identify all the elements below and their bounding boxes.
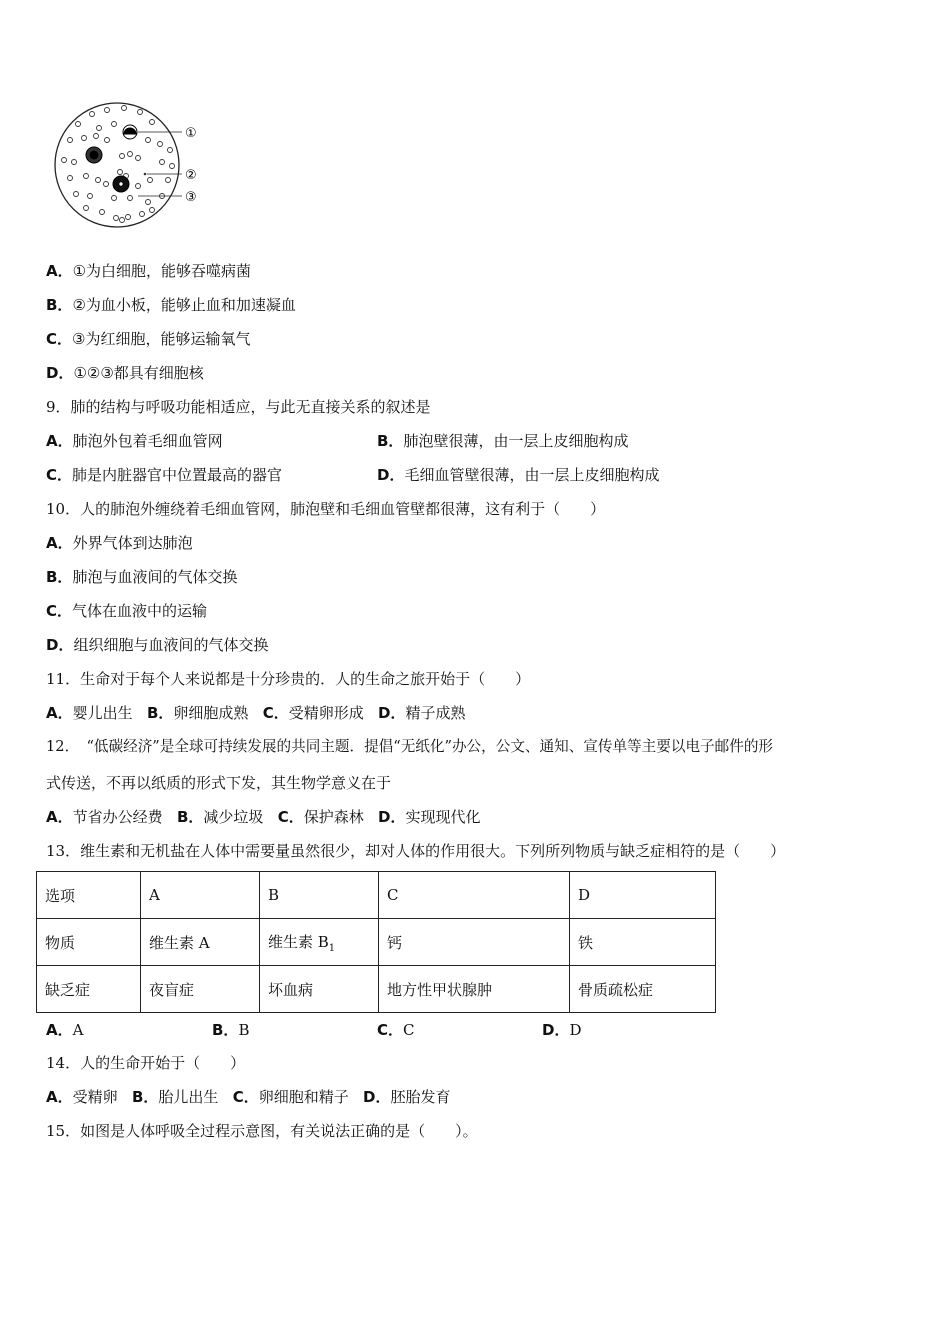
q8-option-a[interactable]: A．①为白细胞，能够吞噬病菌 [46, 262, 252, 280]
q12-option-b[interactable]: B．减少垃圾 [176, 808, 264, 826]
q14-options [46, 1087, 451, 1107]
q12-option-d[interactable]: D．实现现代化 [378, 808, 481, 826]
platelet-dot [144, 173, 147, 176]
figure-label-2: ② [185, 168, 197, 183]
table-cell: A [141, 872, 260, 919]
vitamin-table [36, 871, 716, 1013]
q9-option-d[interactable]: D．毛细血管壁很薄，由一层上皮细胞构成 [377, 466, 660, 484]
table-row [37, 966, 716, 1013]
q9-option-c[interactable]: C．肺是内脏器官中位置最高的器官 [46, 466, 283, 484]
q13-option-a[interactable]: A．A [46, 1021, 84, 1039]
q11-stem: 11．生命对于每个人来说都是十分珍贵的．人的生命之旅开始于（ ） [46, 670, 531, 688]
q8-option-b[interactable]: B．②为血小板，能够止血和加速凝血 [46, 296, 296, 314]
q10-option-d[interactable]: D．组织细胞与血液间的气体交换 [46, 636, 269, 654]
blood-smear-figure [52, 100, 212, 230]
q9-option-a[interactable]: A．肺泡外包着毛细血管网 [46, 432, 223, 450]
table-cell: 选项 [37, 872, 141, 919]
q9-stem: 9．肺的结构与呼吸功能相适应，与此无直接关系的叙述是 [46, 398, 431, 416]
q11-option-c[interactable]: C．受精卵形成 [262, 704, 364, 722]
table-cell: C [379, 872, 570, 919]
q12-options [46, 807, 481, 827]
table-cell: 骨质疏松症 [570, 966, 716, 1013]
table-cell: 夜盲症 [141, 966, 260, 1013]
red-blood-cells [62, 106, 175, 223]
q13-stem: 13．维生素和无机盐在人体中需要量虽然很少，却对人体的作用很大。下列所列物质与缺乏症相符的是（ ） [46, 842, 786, 860]
q12-stem-line2: 式传送，不再以纸质的形式下发，其生物学意义在于 [46, 774, 392, 792]
q12-option-c[interactable]: C．保护森林 [277, 808, 364, 826]
q14-stem: 14．人的生命开始于（ ） [46, 1054, 246, 1072]
table-cell: 缺乏症 [37, 966, 141, 1013]
q13-option-c[interactable]: C．C [377, 1021, 415, 1039]
table-cell: 地方性甲状腺肿 [379, 966, 570, 1013]
q10-option-b[interactable]: B．肺泡与血液间的气体交换 [46, 568, 238, 586]
q11-option-a[interactable]: A．婴儿出生 [46, 704, 133, 722]
table-cell: 维生素 $B_1$ [260, 919, 379, 966]
q15-stem: 15．如图是人体呼吸全过程示意图，有关说法正确的是（ ）。 [46, 1122, 478, 1140]
table-cell: 铁 [570, 919, 716, 966]
microscope-field-circle [55, 103, 179, 227]
q14-option-d[interactable]: D．胚胎发育 [363, 1088, 451, 1106]
q14-option-b[interactable]: B．胎儿出生 [131, 1088, 219, 1106]
white-blood-cell-1 [123, 125, 137, 139]
q13-option-d[interactable]: D．D [542, 1021, 582, 1039]
figure-label-3: ③ [185, 190, 197, 205]
q11-option-d[interactable]: D．精子成熟 [378, 704, 466, 722]
table-row [37, 919, 716, 966]
table-cell: 物质 [37, 919, 141, 966]
q12-stem-line1: 12． “低碳经济”是全球可持续发展的共同主题．提倡“无纸化”办公，公文、通知、宣传单等主要以电子邮件的形 [46, 738, 774, 755]
table-cell: B [260, 872, 379, 919]
table-cell: 钙 [379, 919, 570, 966]
table-cell: 坏血病 [260, 966, 379, 1013]
q10-stem: 10．人的肺泡外缠绕着毛细血管网，肺泡壁和毛细血管壁都很薄，这有利于（ ） [46, 500, 606, 518]
q9-option-b[interactable]: B．肺泡壁很薄，由一层上皮细胞构成 [377, 432, 629, 450]
table-row [37, 872, 716, 919]
q14-option-a[interactable]: A．受精卵 [46, 1088, 118, 1106]
q14-option-c[interactable]: C．卵细胞和精子 [232, 1088, 349, 1106]
table-cell: D [570, 872, 716, 919]
q8-option-c[interactable]: C．③为红细胞，能够运输氧气 [46, 330, 251, 348]
figure-label-1: ① [185, 126, 197, 141]
white-blood-cell-3 [113, 176, 129, 192]
table-cell: 维生素 A [141, 919, 260, 966]
q10-option-a[interactable]: A．外界气体到达肺泡 [46, 534, 193, 552]
q12-option-a[interactable]: A．节省办公经费 [46, 808, 163, 826]
white-blood-cell-2 [86, 147, 102, 163]
q11-options [46, 703, 466, 723]
q10-option-c[interactable]: C．气体在血液中的运输 [46, 602, 208, 620]
q8-option-d[interactable]: D．①②③都具有细胞核 [46, 364, 204, 382]
q13-option-b[interactable]: B．B [212, 1021, 250, 1039]
q11-option-b[interactable]: B．卵细胞成熟 [146, 704, 249, 722]
